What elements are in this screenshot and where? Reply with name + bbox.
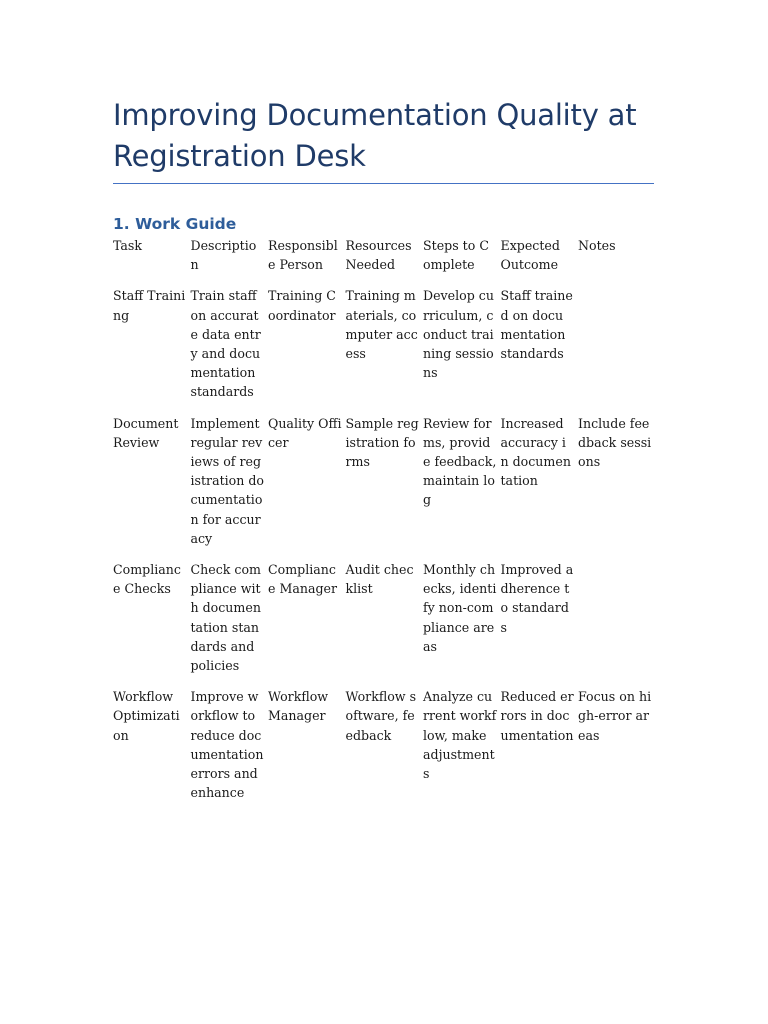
table-body bbox=[113, 286, 656, 814]
table-cell: Training Coordinator bbox=[268, 288, 336, 323]
title-divider bbox=[113, 183, 654, 184]
work-guide-table bbox=[113, 236, 656, 814]
table-cell: Staff trained on documentation standards bbox=[500, 288, 573, 362]
column-header: Description bbox=[190, 238, 257, 273]
table-row bbox=[113, 687, 656, 814]
table-cell: Check compliance with documentation standards and policies bbox=[190, 562, 261, 674]
table-cell: Compliance Checks bbox=[113, 562, 181, 597]
table-cell: Focus on high-error areas bbox=[578, 689, 652, 743]
table-cell: Analyze current workflow, make adjustments bbox=[423, 689, 497, 782]
table-cell: Improve workflow to reduce documentation errors and enhance bbox=[190, 689, 264, 801]
table-cell: Staff Training bbox=[113, 288, 186, 323]
table-cell: Implement regular reviews of registration documentation for accuracy bbox=[190, 415, 265, 546]
table-header-row bbox=[113, 236, 656, 286]
table-cell: Workflow Optimization bbox=[113, 689, 180, 743]
column-header: Resources Needed bbox=[345, 238, 412, 273]
column-header: Notes bbox=[578, 238, 616, 253]
table-cell: Quality Officer bbox=[268, 415, 342, 450]
table-cell bbox=[578, 560, 656, 687]
column-header: Responsible Person bbox=[268, 238, 338, 273]
table-row bbox=[113, 414, 656, 560]
table-cell: Workflow Manager bbox=[268, 689, 329, 724]
table-cell: Compliance Manager bbox=[268, 562, 338, 597]
table-cell: Reduced errors in documentation bbox=[500, 689, 574, 743]
table-cell: Increased accuracy in documentation bbox=[500, 415, 571, 489]
table-row bbox=[113, 560, 656, 687]
table-cell: Develop curriculum, conduct training sessions bbox=[423, 288, 494, 381]
table-cell: Monthly checks, identify non-compliance areas bbox=[423, 562, 497, 654]
table-cell: Document Review bbox=[113, 415, 179, 450]
table-cell: Train staff on accurate data entry and documentation standards bbox=[190, 288, 261, 400]
table-cell: Sample registration forms bbox=[345, 415, 419, 470]
table-cell: Workflow software, feedback bbox=[345, 689, 417, 743]
document-page bbox=[113, 0, 658, 814]
column-header: Steps to Complete bbox=[423, 238, 489, 273]
table-cell bbox=[578, 286, 656, 413]
table-cell: Improved adherence to standards bbox=[500, 562, 574, 635]
document-title: Improving Documentation Quality at Registration Desk bbox=[113, 98, 637, 173]
section-heading: 1. Work Guide bbox=[113, 215, 237, 233]
table-cell: Audit checklist bbox=[345, 562, 414, 597]
table-row bbox=[113, 286, 656, 413]
column-header: Expected Outcome bbox=[500, 238, 560, 273]
column-header: Task bbox=[113, 238, 143, 253]
table-cell: Training materials, computer access bbox=[345, 288, 418, 362]
table-cell: Review forms, provide feedback, maintain log bbox=[423, 415, 497, 508]
table-cell: Include feedback sessions bbox=[578, 415, 652, 470]
